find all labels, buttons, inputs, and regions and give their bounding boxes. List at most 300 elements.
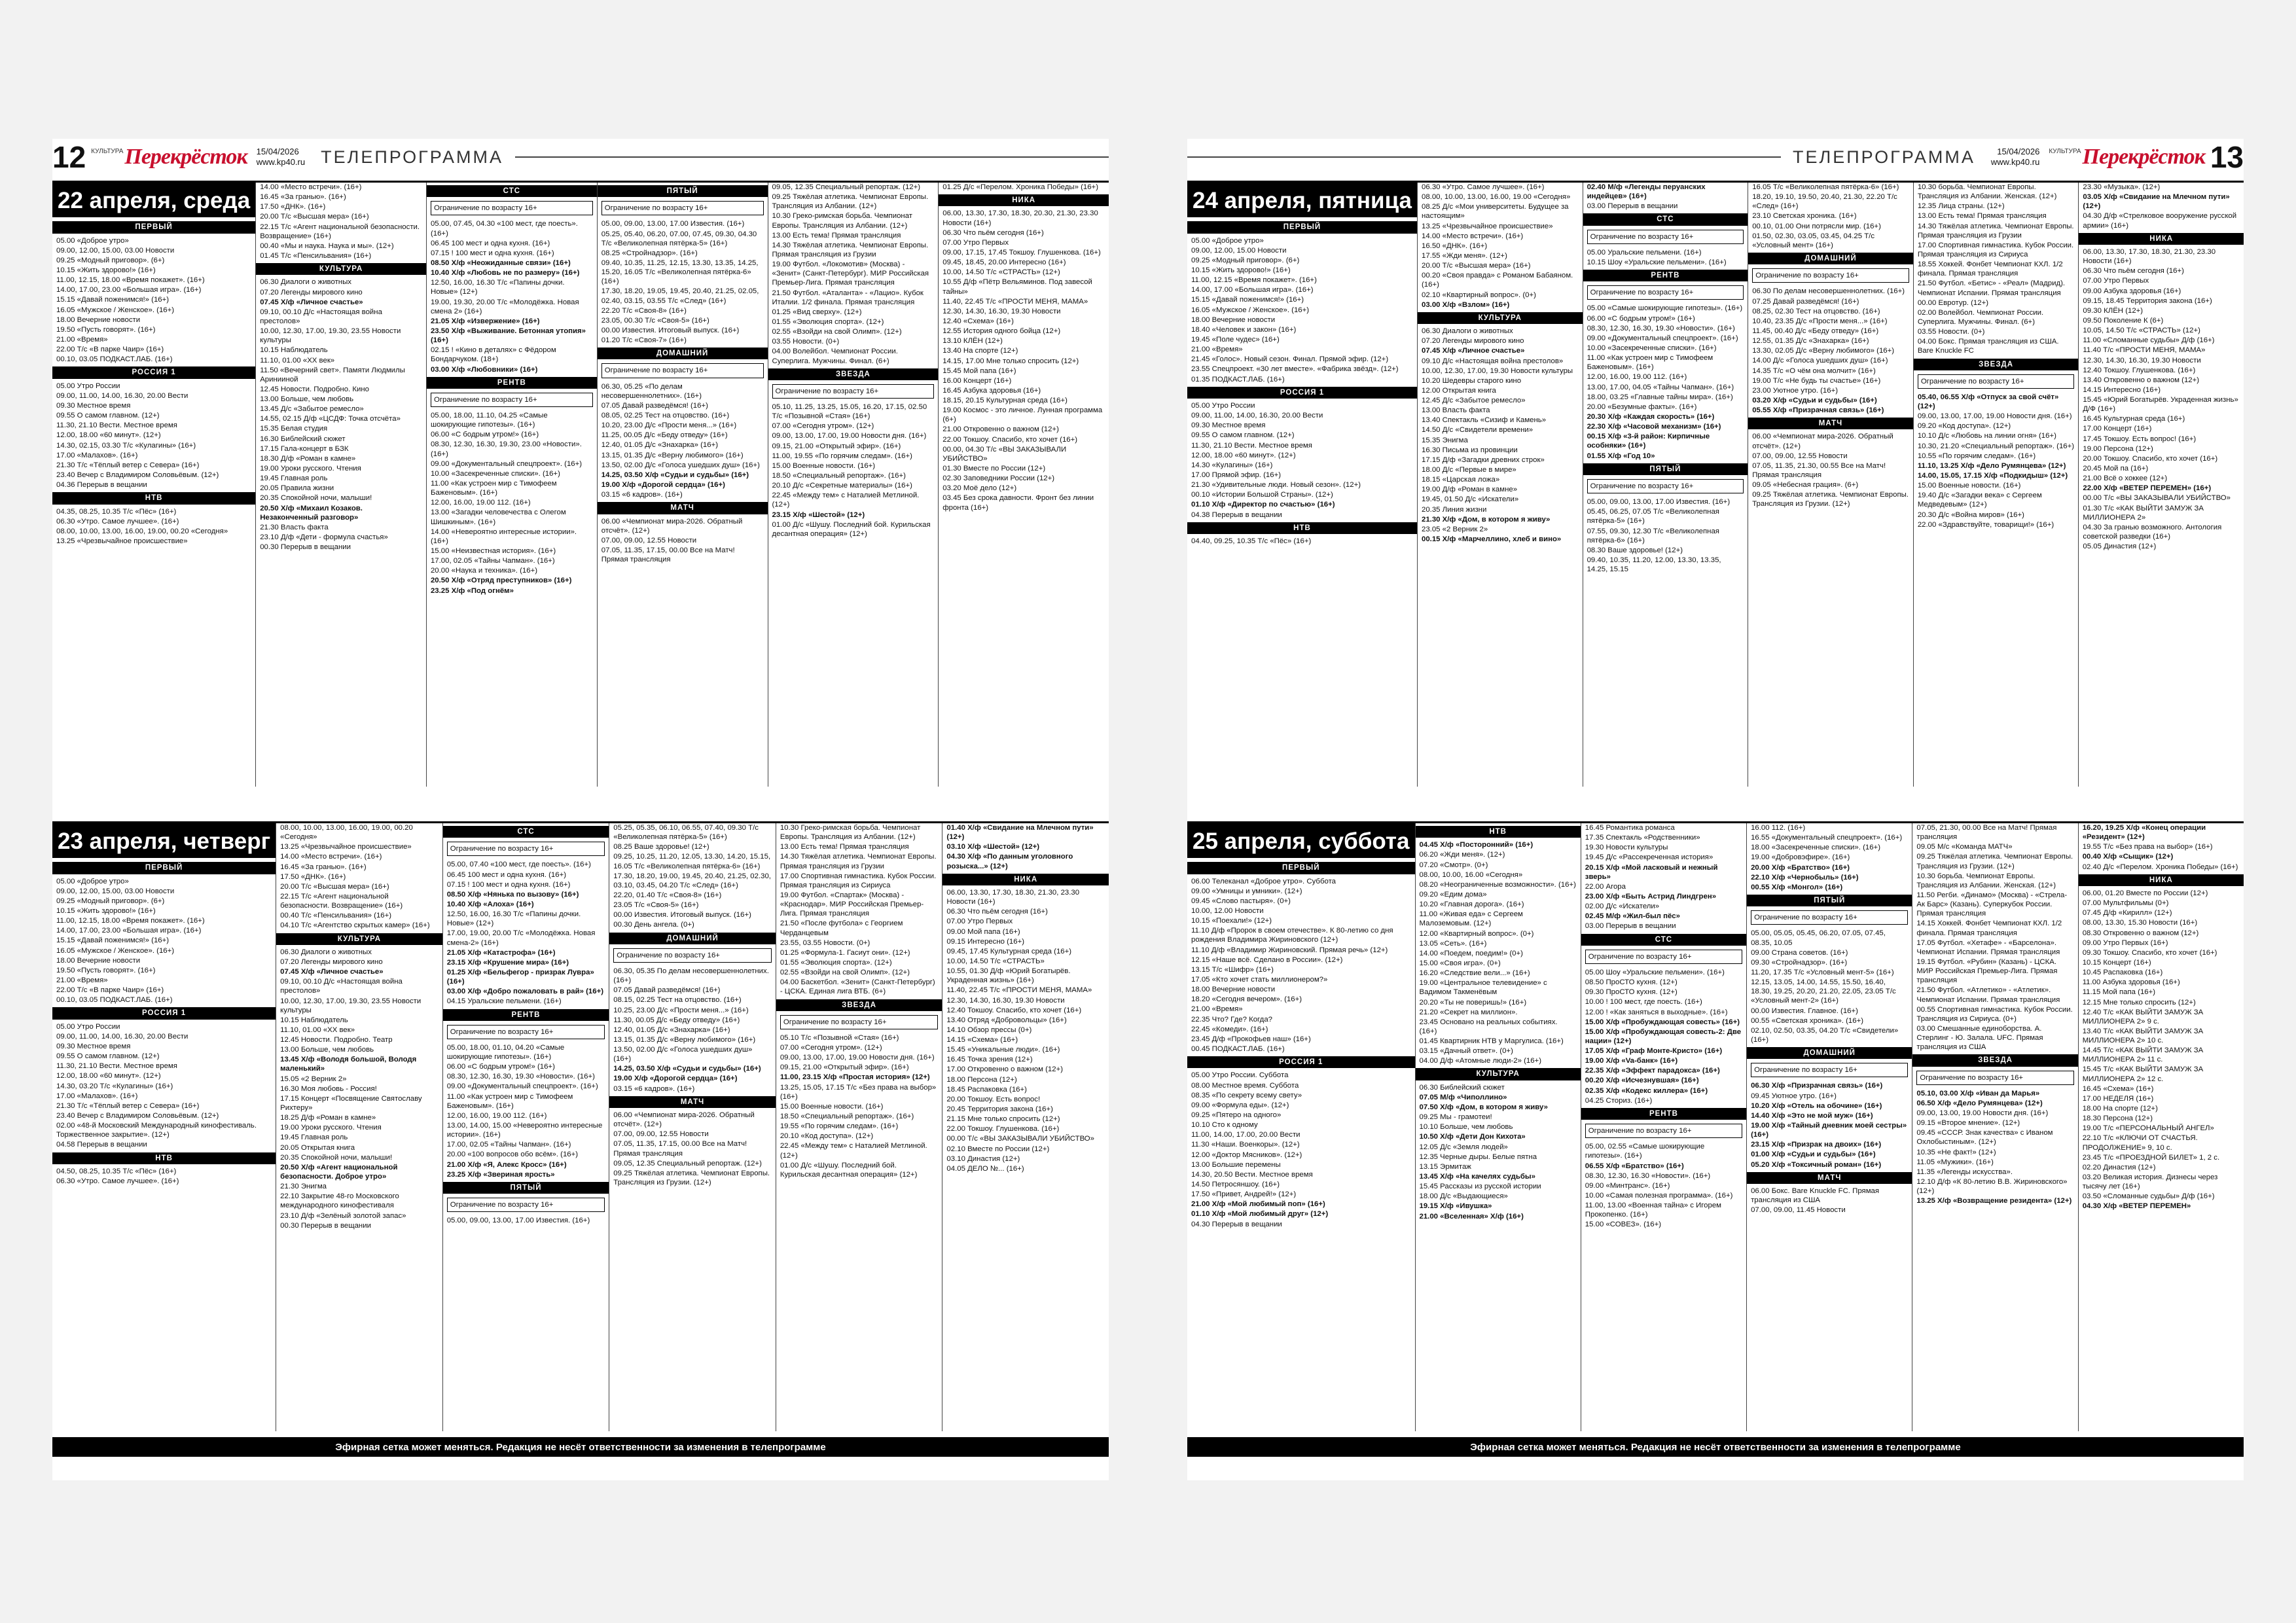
program-entry: 20.20 «Ты не поверишь!» (16+) bbox=[1419, 998, 1527, 1007]
program-entry: 22.30 Х/ф «Часовой механизм» (16+) bbox=[1587, 423, 1721, 431]
program-entry: 09.25 «Модный приговор». (6+) bbox=[1191, 256, 1300, 264]
program-entry: 12.55, 01.35 Д/с «Знахарка» (16+) bbox=[1752, 337, 1869, 346]
schedule-column bbox=[1914, 183, 2079, 787]
program-entry: 18.00 Вечерние новости bbox=[56, 956, 141, 965]
program-entry: 06.30 Диалоги о животных bbox=[280, 948, 372, 956]
program-entry: 12.40 «Схема» (16+) bbox=[942, 317, 1014, 325]
program-entry: 09.00 Азбука здоровья (16+) bbox=[2083, 287, 2181, 295]
schedule-column bbox=[939, 183, 1109, 787]
program-entry: 12.00 ! «Как заняться в выходные». (16+) bbox=[1585, 1008, 1728, 1016]
channel-header: КУЛЬТУРА bbox=[1418, 312, 1583, 324]
program-entry: 05.00 Утро России bbox=[56, 1022, 120, 1031]
program-entry: 22.00 Токшоу. Спасибо, кто хочет (16+) bbox=[942, 435, 1078, 444]
program-entry: 12.30, 14.30, 16.30, 19.30 Новости bbox=[2083, 356, 2201, 365]
program-entry: 14.00 «Место встречи». (16+) bbox=[1421, 232, 1524, 240]
program-entry: 02.45 М/ф «Жил-был пёс» bbox=[1585, 912, 1680, 921]
program-entry: 12.55 История одного бойца (12+) bbox=[942, 327, 1061, 336]
program-entry: 09.20 «Едим дома» bbox=[1419, 890, 1487, 899]
program-entry: 10.30 Греко-римская борьба. Чемпионат Европы. Трансляция из Албании. (12+) bbox=[772, 212, 913, 230]
program-entry: 05.10 Т/с «Позывной «Стая» (16+) bbox=[780, 1033, 899, 1042]
program-entry: 18.00 Д/с «Выдающиеся» bbox=[1419, 1192, 1508, 1201]
program-entry: 13.00 Больше, чем любовь bbox=[280, 1046, 374, 1054]
program-entry: 01.55 Х/ф «Год 10» bbox=[1587, 452, 1655, 460]
program-entry: 10.10 Сто к одному bbox=[1191, 1121, 1258, 1130]
program-entry: 05.00 «Доброе утро» bbox=[56, 236, 129, 245]
age-restriction-box: Ограничение по возрасту 16+ bbox=[1587, 230, 1744, 244]
program-entry: 11.30, 00.05 Д/с «Беду отведу» (16+) bbox=[613, 1016, 740, 1024]
program-entry: 07.45 Х/ф «Личное счастье» bbox=[1421, 347, 1525, 355]
program-entry: 05.00, 02.55 «Самые шокирующие гипотезы». (16+) bbox=[1585, 1143, 1705, 1160]
program-entry: 10.15 Концерт (16+) bbox=[2082, 958, 2151, 967]
program-entry: 02.40 М/ф «Легенды перуанских индейцев» (16+) bbox=[1587, 183, 1706, 201]
program-entry: 01.35 ПОДКАСТ.ЛАБ. (16+) bbox=[1191, 375, 1285, 383]
program-entry: 12.35 Лица страны. (12+) bbox=[1917, 202, 2005, 211]
program-entry: 07.45 Д/ф «Кирилл» (12+) bbox=[2082, 909, 2172, 918]
program-entry: 04.00 Баскетбол. «Зенит» (Санкт-Петербург) - ЦСКА. Единая лига ВТБ. (6+) bbox=[780, 978, 935, 996]
program-entry: 05.00 «Доброе утро» bbox=[56, 877, 129, 885]
program-entry: 21.50 Футбол. «Аталанта» - «Лацио». Кубок Италии. 1/2 финала. Прямая трансляция bbox=[772, 289, 924, 306]
schedule-column bbox=[427, 183, 598, 787]
section-title: ТЕЛЕПРОГРАММА bbox=[1793, 147, 1975, 167]
channel-header: РОССИЯ 1 bbox=[52, 366, 255, 378]
program-entry: 07.00 «Сегодня утром». (12+) bbox=[772, 422, 874, 431]
program-entry: 10.20 «Главная дорога». (16+) bbox=[1419, 901, 1524, 909]
program-entry: 23.15 Х/ф «Шестой» (12+) bbox=[772, 510, 865, 519]
program-entry: 02.00 Волейбол. Чемпионат России. Суперлига. Мужчины. Финал. (6+) bbox=[1917, 308, 2044, 326]
program-entry: 06.50 Х/ф «Дело Румянцева» (12+) bbox=[1916, 1099, 2043, 1107]
program-entry: 15.45 Т/с «КАК ВЫЙТИ ЗАМУЖ ЗА МИЛЛИОНЕРА 2» 12 с. bbox=[2082, 1065, 2204, 1083]
program-entry: 04.38 Перерыв в вещании bbox=[1191, 510, 1282, 519]
program-entry: 05.10, 03.00 Х/ф «Иван да Марья» bbox=[1916, 1089, 2040, 1097]
program-entry: 05.00 Утро России. Суббота bbox=[1191, 1071, 1289, 1080]
page-13 bbox=[1148, 0, 2296, 1623]
program-entry: 04.10 Т/с «Агентство скрытых камер» (16+) bbox=[280, 921, 430, 930]
program-entry: 11.00 Азбука здоровья (16+) bbox=[2082, 978, 2180, 987]
program-entry: 15.00 Х/ф «Пробуждающая совесть-2: Две нации» (12+) bbox=[1585, 1027, 1742, 1045]
program-entry: 20.00 Токшоу. Спасибо, кто хочет (16+) bbox=[2083, 454, 2218, 463]
program-entry: 08.00, 13.30, 15.30 Новости (16+) bbox=[2082, 919, 2198, 927]
program-entry: 08.20 «Неограниченные возможности». (16+) bbox=[1419, 880, 1576, 889]
program-entry: 17.30, 18.20, 19.00, 19.45, 20.40, 21.25, 02.30, 03.10, 03.45, 04.20 Т/с «След» (16+) bbox=[613, 872, 771, 889]
program-entry: 11.15 Мой папа (16+) bbox=[2082, 988, 2156, 997]
program-entry: 13.40 Спектакль «Сизиф и Камень» bbox=[1421, 416, 1547, 425]
channel-header: РЕНТВ bbox=[1581, 1108, 1746, 1120]
program-entry: 11.30 «Наши. Военкоры». (12+) bbox=[1191, 1141, 1300, 1149]
channel-header: КУЛЬТУРА bbox=[276, 933, 442, 945]
program-entry: 09.40, 10.35, 11.20, 12.00, 13.30, 13.35, 14.25, 15.15 bbox=[1587, 556, 1721, 574]
age-restriction-box: Ограничение по возрасту 16+ bbox=[447, 842, 605, 856]
program-entry: 18.20, 19.10, 19.50, 20.40, 21.30, 22.20 Т/с «След» (16+) bbox=[1752, 193, 1897, 211]
day-block bbox=[1187, 181, 2244, 787]
program-entry: 18.00 Вечерние новости bbox=[1191, 986, 1276, 994]
program-entry: 09.05, 12.35 Специальный репортаж. (12+) bbox=[613, 1159, 762, 1168]
program-entry: 21.00 «Время» bbox=[1191, 1005, 1243, 1014]
program-entry: 14.15 Хоккей. Фонбет Чемпионат КХЛ. 1/2 финала. Прямая трансляция bbox=[1916, 919, 2062, 937]
header-rule bbox=[515, 156, 1109, 158]
program-entry: 17.35 Спектакль «Родственники» bbox=[1585, 834, 1700, 842]
program-entry: 05.00 Утро России bbox=[56, 382, 120, 390]
program-entry: 07.15 ! 100 мест и одна кухня. (16+) bbox=[446, 880, 571, 889]
channel-header: ПЯТЫЙ bbox=[443, 1182, 609, 1194]
program-entry: 06.30 «Утро. Самое лучшее». (16+) bbox=[56, 517, 179, 526]
program-entry: 04.50, 08.25, 10.35 Т/с «Пёс» (16+) bbox=[56, 1167, 177, 1175]
program-entry: 06.30, 05.25 «По делам несовершеннолетних». (16+) bbox=[601, 382, 702, 400]
day-heading: 24 апреля, пятница bbox=[1187, 183, 1417, 217]
age-restriction-box: Ограничение по возрасту 16+ bbox=[447, 1198, 605, 1212]
channel-header: ЗВЕЗДА bbox=[1912, 1054, 2077, 1066]
program-entry: 00.40 Х/ф «Сыщик» (12+) bbox=[2082, 853, 2174, 861]
age-restriction-box: Ограничение по возрасту 16+ bbox=[1587, 479, 1744, 493]
program-entry: 10.55 Д/ф «Пётр Вельяминов. Под завесой тайны» bbox=[942, 278, 1092, 296]
program-entry: 03.05 Х/ф «Свидание на Млечном пути» (12+) bbox=[2083, 193, 2230, 211]
program-entry: 07.20 Легенды мирового кино bbox=[280, 957, 383, 966]
issue-date: 15/04/2026 bbox=[256, 146, 299, 156]
program-entry: 14.00, 15.05, 17.15 Х/ф «Подкидыш» (12+) bbox=[1917, 472, 2068, 480]
program-entry: 05.00, 18.00, 11.10, 04.25 «Самые шокирующие гипотезы». (16+) bbox=[430, 412, 548, 429]
program-entry: 19.00 Х/ф «Va-банк» (16+) bbox=[1585, 1057, 1678, 1065]
program-entry: 04.30 Перерыв в вещании bbox=[1191, 1220, 1282, 1228]
program-entry: 22.10 Т/с «КЛЮЧИ ОТ СЧАСТЬЯ. ПРОДОЛЖЕНИЕ» 9, 10 с. bbox=[2082, 1134, 2198, 1152]
program-entry: 17.05 «Кто хочет стать миллионером?» bbox=[1191, 976, 1328, 984]
program-entry: 09.05, 12.35 Специальный репортаж. (12+) bbox=[772, 183, 921, 191]
program-entry: 05.00 «Доброе утро» bbox=[1191, 236, 1264, 245]
program-entry: 09.00, 17.15, 17.45 Токшоу. Глушенкова. (16+) bbox=[942, 248, 1101, 257]
program-entry: 03.00 Х/ф «Добро пожаловать в рай» (16+) bbox=[446, 988, 604, 996]
program-entry: 23.15 Х/ф «Призрак на двоих» (16+) bbox=[1751, 1141, 1882, 1149]
program-entry: 09.00 Утро Первых (16+) bbox=[2082, 938, 2168, 947]
program-entry: 11.40, 22.45 Т/с «ПРОСТИ МЕНЯ, МАМА» bbox=[946, 986, 1092, 995]
day-block bbox=[1187, 821, 2244, 1431]
program-entry: 07.20 Легенды мирового кино bbox=[260, 288, 363, 296]
day-block bbox=[52, 821, 1109, 1431]
program-entry: 15.00 «Своя игра». (0+) bbox=[1419, 959, 1501, 967]
program-entry: 10.20, 23.00 Д/с «Прости меня...» (16+) bbox=[601, 421, 737, 430]
program-entry: 06.30 Диалоги о животных bbox=[260, 278, 351, 287]
program-entry: 08.50 Х/ф «Неожиданные связи» (16+) bbox=[430, 259, 571, 267]
program-entry: 16.45 Романтика романса bbox=[1585, 824, 1675, 832]
program-entry: 17.00 Спортивная гимнастика. Кубок России. Прямая трансляция из Сириуса bbox=[780, 872, 937, 889]
program-entry: 12.00, 18.00 «60 минут». (12+) bbox=[1191, 451, 1296, 459]
program-entry: 07.00 Утро Первых bbox=[2083, 277, 2149, 285]
program-entry: 12.00, 18.00 «60 минут». (12+) bbox=[56, 431, 161, 440]
age-restriction-box: Ограничение по возрасту 16+ bbox=[601, 363, 764, 378]
program-entry: 09.00 «Минтранс». (16+) bbox=[1585, 1181, 1670, 1190]
program-entry: 12.45 Новости. Подробно. Кино bbox=[260, 385, 369, 393]
program-entry: 22.45 «Между тем» с Наталией Метлиной. (12+) bbox=[772, 491, 920, 509]
program-entry: 00.45 ПОДКАСТ.ЛАБ. (16+) bbox=[1191, 1045, 1285, 1054]
program-entry: 20.00 «100 вопросов обо всём». (16+) bbox=[446, 1150, 579, 1159]
program-entry: 00.10 «Истории Большой Страны». (12+) bbox=[1191, 491, 1333, 499]
program-entry: 19.55 «По горячим следам». (16+) bbox=[780, 1122, 899, 1131]
program-entry: 12.45 Д/с «Забытое ремесло» bbox=[1421, 397, 1526, 405]
program-entry: 10.40 Х/ф «Любовь не по размеру» (16+) bbox=[430, 269, 580, 277]
program-entry: 05.00, 07.45, 04.30 «100 мест, где поесть». (16+) bbox=[430, 220, 578, 238]
program-entry: 18.00 Вечерние новости bbox=[1191, 315, 1276, 324]
program-entry: 13.50, 02.00 Д/с «Голоса ушедших душ» (16+) bbox=[601, 461, 760, 469]
channel-header: НИКА bbox=[2079, 874, 2244, 886]
program-entry: 20.45 Территория закона (16+) bbox=[946, 1105, 1053, 1114]
program-entry: 01.10 Х/ф «Директор по счастью» (16+) bbox=[1191, 501, 1335, 509]
schedule-column bbox=[1912, 823, 2078, 1431]
program-entry: 09.10 Д/с «Настоящая война престолов» bbox=[1421, 357, 1564, 365]
age-restriction-box: Ограничение по возрасту 16+ bbox=[1751, 910, 1908, 925]
program-entry: 14.30, 03.20 Т/с «Кулагины» (16+) bbox=[56, 1082, 173, 1090]
program-entry: 10.00, 12.00 Новости bbox=[1191, 907, 1264, 916]
channel-header: СТС bbox=[1581, 934, 1746, 946]
schedule-column bbox=[609, 823, 776, 1431]
program-entry: 13.25 Х/ф «Возвращение резидента» (12+) bbox=[1916, 1197, 2072, 1205]
program-entry: 11.00, 12.15 «Время покажет». (16+) bbox=[1191, 276, 1317, 285]
program-entry: 14.30 Тяжёлая атлетика. Чемпионат Европы. Прямая трансляция из Грузии bbox=[772, 241, 929, 259]
program-entry: 01.25 «Вид сверху». (12+) bbox=[772, 308, 862, 316]
program-entry: 19.00 Уроки русского. Чтения bbox=[260, 465, 361, 473]
program-entry: 17.00, 02.05 «Тайны Чапман». (16+) bbox=[430, 557, 555, 565]
program-entry: 11.00, 13.00 «Военная тайна» с Игорем Прокопенко. (16+) bbox=[1585, 1202, 1722, 1219]
program-entry: 08.15, 02.25 Тест на отцовство. (16+) bbox=[613, 996, 742, 1005]
program-entry: 00.15 Х/ф «Марчеллино, хлеб и вино» bbox=[1421, 535, 1562, 544]
program-entry: 09.15 Интересно (16+) bbox=[946, 937, 1025, 946]
program-entry: 09.10, 00.10 Д/с «Настоящая война престолов» bbox=[260, 308, 382, 325]
program-entry: 17.50 «ДНК». (16+) bbox=[260, 203, 326, 211]
program-entry: 07.00 «Сегодня утром». (12+) bbox=[780, 1044, 882, 1052]
program-entry: 11.30, 21.10 Вести. Местное время bbox=[1191, 441, 1312, 450]
program-entry: 22.00 Агора bbox=[1585, 882, 1626, 891]
program-entry: 02.40 Д/с «Перелом. Хроника Победы» (16+) bbox=[2082, 863, 2238, 871]
program-entry: 12.50, 16.00, 16.30 Т/с «Папины дочки. Новые» (12+) bbox=[446, 910, 581, 928]
program-entry: 03.15 «6 кадров». (16+) bbox=[601, 491, 683, 499]
program-entry: 18.00, 03.25 «Главные тайны мира». (16+) bbox=[1587, 393, 1733, 401]
program-entry: 10.00, 12.30, 17.00, 19.30, 23.55 Новости культуры bbox=[260, 327, 401, 345]
program-entry: 22.20, 01.40 Т/с «Своя-8» (16+) bbox=[613, 891, 722, 899]
program-entry: 00.30 Перерыв в вещании bbox=[280, 1221, 371, 1230]
program-entry: 12.10 Д/ф «К 80-летию В.В. Жириновского» (12+) bbox=[1916, 1178, 2068, 1196]
program-entry: 23.15 Х/ф «Крушение мира» (16+) bbox=[446, 958, 569, 967]
program-entry: 15.00 Военные новости. (16+) bbox=[772, 461, 876, 470]
program-entry: 21.30 Т/с «Тёплый ветер с Севера» (16+) bbox=[56, 1101, 200, 1110]
program-entry: 13.00 Власть факта bbox=[1421, 406, 1490, 415]
program-entry: 05.45, 06.25, 07.05 Т/с «Великолепная пятёрка-5» (16+) bbox=[1587, 508, 1719, 526]
program-entry: 13.10 КЛЁН (12+) bbox=[942, 337, 1003, 346]
program-entry: 21.00 «Вселенная» Х/ф (16+) bbox=[1419, 1212, 1524, 1221]
program-entry: 14.30, 20.50 Вести. Местное время bbox=[1191, 1170, 1313, 1179]
program-entry: 07.00 Мультфильмы (0+) bbox=[2082, 899, 2169, 908]
program-entry: 06.30 Что пьём сегодня (16+) bbox=[946, 908, 1048, 916]
site-link[interactable]: www.kp40.ru bbox=[256, 157, 306, 167]
program-entry: 21.00 Всё о хоккее (12+) bbox=[2083, 474, 2168, 483]
program-entry: 16.45 Азбука здоровья (16+) bbox=[942, 386, 1041, 395]
program-entry: 08.00, 10.00, 13.00, 16.00, 19.00, 00.20 «Сегодня» bbox=[56, 527, 228, 535]
program-entry: 20.50 Х/ф «Михаил Козаков. Незаконченный разговор» bbox=[260, 504, 363, 522]
program-entry: 04.45 Х/ф «Посторонний» (16+) bbox=[1419, 841, 1534, 849]
program-entry: 06.30 «Утро. Самое лучшее». (16+) bbox=[56, 1177, 179, 1185]
program-entry: 04.40, 09.25, 10.35 Т/с «Пёс» (16+) bbox=[1191, 537, 1312, 545]
program-entry: 13.25 «Чрезвычайное происшествие» bbox=[1421, 222, 1553, 230]
program-entry: 00.00 Т/с «ВЫ ЗАКАЗЫВАЛИ УБИЙСТВО» bbox=[946, 1135, 1094, 1143]
program-entry: 05.20 Х/ф «Токсичный роман» (16+) bbox=[1751, 1160, 1882, 1169]
program-entry: 14.35 Т/с «О чём она молчит» (16+) bbox=[1752, 366, 1876, 375]
program-entry: 17.55 «Жди меня». (12+) bbox=[1421, 251, 1507, 260]
channel-header: РЕНТВ bbox=[1583, 270, 1748, 281]
program-entry: 09.25 «Пятеро на одного» bbox=[1191, 1111, 1282, 1119]
program-entry: 13.30, 02.05 Д/с «Верну любимого» (16+) bbox=[1752, 347, 1895, 355]
program-entry: 21.20 «Секрет на миллион». bbox=[1419, 1008, 1518, 1016]
program-entry: 10.40, 23.35 Д/с «Прости меня...» (16+) bbox=[1752, 317, 1888, 325]
program-entry: 13.15 Эрмитаж bbox=[1419, 1162, 1471, 1171]
schedule-column bbox=[1747, 823, 1912, 1431]
program-entry: 09.25 Тяжёлая атлетика. Чемпионат Европы. Трансляция из Албании. (12+) bbox=[772, 193, 929, 211]
program-entry: 19.00 «Центральное телевидение» с Вадимом Такменёвым bbox=[1419, 979, 1547, 997]
program-entry: 10.35 «Не факт!» (12+) bbox=[1916, 1148, 1996, 1156]
program-entry: 12.00, 16.00, 19.00 112. (16+) bbox=[430, 499, 531, 507]
program-entry: 09.25 Тяжёлая атлетика. Чемпионат Европы. Трансляция из Грузии. (12+) bbox=[1752, 491, 1909, 508]
program-entry: 18.00 «Засекреченные списки». (16+) bbox=[1751, 844, 1880, 852]
program-entry: 18.15 «Царская ложа» bbox=[1421, 476, 1500, 484]
program-entry: 14.40 Х/ф «Это не мой муж» (16+) bbox=[1751, 1111, 1873, 1120]
program-entry: 11.00, 12.15, 18.00 «Время покажет». (16+) bbox=[56, 917, 205, 925]
program-entry: 00.10, 01.00 Они потрясли мир. (16+) bbox=[1752, 222, 1881, 230]
program-entry: 12.15 «Наше всё. Сделано в России». (12+) bbox=[1191, 955, 1343, 964]
program-entry: 04.30 За гранью возможного. Антология советской разведки (16+) bbox=[2083, 523, 2222, 541]
program-entry: 10.00 «Засекреченные списки». (16+) bbox=[430, 469, 560, 478]
schedule-column bbox=[1418, 183, 1583, 787]
program-entry: 06.20 «Жди меня». (12+) bbox=[1419, 851, 1505, 859]
program-entry: 02.15 ! «Кино в деталях» с Фёдором Бондарчуком. (18+) bbox=[430, 346, 556, 364]
program-entry: 11.00, 19.55 «По горячим следам». (16+) bbox=[772, 452, 912, 460]
program-entry: 12.00 Открытая книга bbox=[1421, 386, 1496, 395]
program-entry: 18.30 Персона (12+) bbox=[2082, 1115, 2153, 1123]
program-entry: 14.50 Д/с «Свидетели времени» bbox=[1421, 426, 1534, 435]
program-entry: 15.45 Мой папа (16+) bbox=[942, 366, 1016, 375]
program-entry: 02.30 Заповедники России (12+) bbox=[942, 474, 1055, 483]
program-entry: 09.15 «Второе мнение». (12+) bbox=[1916, 1119, 2020, 1128]
program-entry: 21.00 «Время» bbox=[56, 976, 108, 985]
program-entry: 22.45 «Между тем» с Наталией Метлиной. (12+) bbox=[780, 1142, 927, 1160]
program-entry: 14.30 Тяжёлая атлетика. Чемпионат Европы. Прямая трансляция из Грузии bbox=[1917, 222, 2074, 240]
program-entry: 20.10 Д/с «Секретные материалы» (16+) bbox=[772, 482, 912, 490]
logo-wordmark: Перекрёсток bbox=[2082, 145, 2205, 169]
footer-disclaimer: Эфирная сетка может меняться. Редакция не несёт ответственности за изменения в телепрограмме bbox=[1187, 1437, 2244, 1457]
program-entry: 21.05 Х/ф «Извержение» (16+) bbox=[430, 317, 540, 325]
channel-header: МАТЧ bbox=[598, 502, 768, 514]
program-entry: 06.00, 13.30, 17.30, 18.30, 21.30, 23.30 Новости (16+) bbox=[2083, 247, 2216, 266]
program-entry: 23.55, 03.55 Новости. (0+) bbox=[780, 938, 870, 947]
site-link[interactable]: www.kp40.ru bbox=[1990, 157, 2040, 167]
program-entry: 04.36 Перерыв в вещании bbox=[56, 481, 147, 490]
channel-header: РОССИЯ 1 bbox=[52, 1007, 276, 1019]
program-entry: 18.25 Д/ф «Роман в камне» bbox=[280, 1114, 376, 1122]
program-entry: 21.00 Х/ф «Мой любимый поп» (16+) bbox=[1191, 1200, 1325, 1209]
program-entry: 03.20 Х/ф «Судьи и судьбы» (16+) bbox=[1752, 396, 1877, 404]
program-entry: 12.50, 16.00, 16.30 Т/с «Папины дочки. Новые» (12+) bbox=[430, 279, 565, 296]
program-entry: 13.25 «Чрезвычайное происшествие» bbox=[280, 843, 412, 851]
program-entry: 15.05 «2 Верник 2» bbox=[280, 1075, 347, 1083]
program-entry: 06.45 100 мест и одна кухня. (16+) bbox=[446, 870, 567, 879]
program-entry: 14.15 «Схема» (16+) bbox=[946, 1036, 1018, 1044]
channel-header: КУЛЬТУРА bbox=[1416, 1068, 1581, 1080]
program-entry: 10.20 Х/ф «Отель на обочине» (16+) bbox=[1751, 1101, 1882, 1110]
program-entry: 17.05 Х/ф «Граф Монте-Кристо» (16+) bbox=[1585, 1047, 1723, 1056]
program-entry: 01.30 Т/с «КАК ВЫЙТИ ЗАМУЖ ЗА МИЛЛИОНЕРА 2» bbox=[2083, 504, 2204, 522]
schedule-column bbox=[256, 183, 427, 787]
program-entry: 06.30 По делам несовершеннолетних. (16+) bbox=[1752, 287, 1905, 296]
schedule-column bbox=[52, 823, 276, 1431]
program-entry: 11.40 Т/с «ПРОСТИ МЕНЯ, МАМА» bbox=[2083, 346, 2206, 355]
program-entry: 21.00 Х/ф «Я, Алекс Кросс» (16+) bbox=[446, 1160, 567, 1169]
program-entry: 12.00, 16.00, 19.00 112. (16+) bbox=[446, 1111, 547, 1120]
schedule-column bbox=[1581, 823, 1747, 1431]
schedule-column bbox=[768, 183, 939, 787]
program-entry: 09.00 «Формула еды». (12+) bbox=[1191, 1101, 1289, 1109]
program-entry: 12.40 Т/с «КАК ВЫЙТИ ЗАМУЖ ЗА МИЛЛИОНЕРА 2» 9 с. bbox=[2082, 1008, 2204, 1026]
program-entry: 19.00 Персона (12+) bbox=[2083, 444, 2153, 453]
program-entry: 15.45 Рассказы из русской истории bbox=[1419, 1183, 1541, 1191]
program-entry: 07.05 Давай разведёмся! (16+) bbox=[601, 401, 708, 410]
program-entry: 10.15 Шоу «Уральские пельмени». (16+) bbox=[1587, 258, 1727, 266]
program-entry: 08.50 Х/ф «Нянька по вызову» (16+) bbox=[446, 890, 579, 899]
program-entry: 01.00 Д/с «Шушу. Последний бой. Курильская десантная операция» (12+) bbox=[772, 520, 931, 538]
program-entry: 19.50 «Пусть говорят». (16+) bbox=[56, 325, 156, 334]
age-restriction-box: Ограничение по возрасту 16+ bbox=[1587, 285, 1744, 300]
program-entry: 04.25 Сториз. (16+) bbox=[1585, 1096, 1653, 1105]
program-entry: 01.20 Т/с «Своя-7» (16+) bbox=[601, 336, 687, 345]
program-entry: 20.15 Х/ф «Мой ласковый и нежный зверь» bbox=[1585, 863, 1718, 881]
program-entry: 10.00, 12.30, 17.00, 19.30 Новости культуры bbox=[1421, 366, 1573, 375]
program-entry: 06.00, 13.30, 17.30, 18.30, 20.30, 21.30, 23.30 Новости (16+) bbox=[942, 209, 1098, 227]
program-entry: 13.00, 14.00, 15.00 «Невероятно интересные истории». (16+) bbox=[446, 1122, 603, 1139]
program-entry: 23.05 Т/с «Своя-5» (16+) bbox=[613, 901, 699, 910]
program-entry: 22.00 «Здравствуйте, товарищи!» (16+) bbox=[1917, 520, 2054, 529]
program-entry: 10.15 «Жить здорово!» (16+) bbox=[56, 907, 156, 916]
program-entry: 09.00, 13.00, 17.00, 19.00 Новости дня. (16+) bbox=[1917, 412, 2072, 421]
program-entry: 20.50 Х/ф «Агент национальной безопасности. Доброе утро» bbox=[280, 1163, 398, 1181]
program-entry: 12.40 Токшоу. Спасибо, кто хочет (16+) bbox=[946, 1006, 1082, 1014]
program-entry: 15.15 «Давай поженимся!» (16+) bbox=[56, 936, 170, 945]
program-entry: 02.00 «48-й Московский Международный кинофестиваль. Торжественное закрытие». (12+) bbox=[56, 1122, 257, 1139]
channel-header: ПЯТЫЙ bbox=[1747, 895, 1912, 906]
program-entry: 13.15, 01.35 Д/с «Верну любимого» (16+) bbox=[601, 451, 744, 459]
program-entry: 04.15 Уральские пельмени. (16+) bbox=[446, 997, 562, 1006]
program-entry: 19.00 Футбол. «Спартак» (Москва) - «Краснодар». МИР Российская Премьер-Лига. Прямая трансляция bbox=[780, 891, 924, 918]
program-entry: 11.30, 21.10 Вести. Местное время bbox=[56, 1062, 177, 1071]
program-entry: 17.30, 18.20, 19.05, 19.45, 20.40, 21.25, 02.05, 02.40, 03.15, 03.55 Т/с «След» (16+) bbox=[601, 287, 759, 305]
program-entry: 06.00 «Чемпионат мира-2026. Обратный отсчёт». (12+) bbox=[601, 517, 743, 535]
program-entry: 17.00 НЕДЕЛЯ (16+) bbox=[2082, 1094, 2154, 1103]
program-entry: 09.45, 18.45, 20.00 Интересно (16+) bbox=[942, 259, 1066, 267]
program-entry: 13.40 Отряд «Добровольцы» (16+) bbox=[946, 1016, 1067, 1024]
program-entry: 14.00 «Поедем, поедим!» (0+) bbox=[1419, 949, 1523, 957]
program-entry: 08.00, 10.00, 13.00, 16.00, 19.00, 00.20 «Сегодня» bbox=[280, 824, 413, 842]
program-entry: 09.00, 11.00, 14.00, 16.30, 20.00 Вести bbox=[56, 391, 188, 400]
program-entry: 17.50 «Привет, Андрей!» (12+) bbox=[1191, 1190, 1297, 1199]
program-entry: 12.40 Токшоу. Глушенкова. (16+) bbox=[2083, 366, 2196, 374]
program-entry: 09.15, 18.45 Территория закона (16+) bbox=[2083, 296, 2212, 305]
program-entry: 12.45 Новости. Подробно. Театр bbox=[280, 1036, 393, 1044]
program-entry: 12.40, 01.05 Д/с «Знахарка» (16+) bbox=[601, 441, 719, 450]
program-entry: 13.00 Большие перемены bbox=[1191, 1160, 1281, 1169]
program-entry: 10.10 Д/с «Любовь на линии огня» (16+) bbox=[1917, 432, 2056, 440]
program-entry: 00.55 Х/ф «Монгол» (16+) bbox=[1751, 883, 1843, 891]
program-entry: 21.30 Т/с «Тёплый ветер с Севера» (16+) bbox=[56, 461, 200, 469]
program-entry: 12.00, 16.00, 19.00 112. (16+) bbox=[1587, 373, 1687, 382]
program-entry: 21.50 Футбол. «Атлетико» - «Атлетик». Чемпионат Испании. Прямая трансляция bbox=[1916, 986, 2060, 1004]
program-entry: 18.50 «Специальный репортаж». (16+) bbox=[780, 1113, 914, 1121]
program-entry: 19.15 Х/ф «Ивушка» bbox=[1419, 1202, 1492, 1211]
program-entry: 11.00 «Как устроен мир с Тимофеем Баженовым». (16+) bbox=[430, 480, 557, 497]
program-entry: 19.00 «Добровэфире». (16+) bbox=[1751, 853, 1850, 862]
program-entry: 16.05 Т/с «Великолепная пятёрка-6» (16+) bbox=[1752, 183, 1899, 191]
schedule-column bbox=[443, 823, 610, 1431]
channel-header: ДОМАШНИЙ bbox=[598, 348, 768, 359]
